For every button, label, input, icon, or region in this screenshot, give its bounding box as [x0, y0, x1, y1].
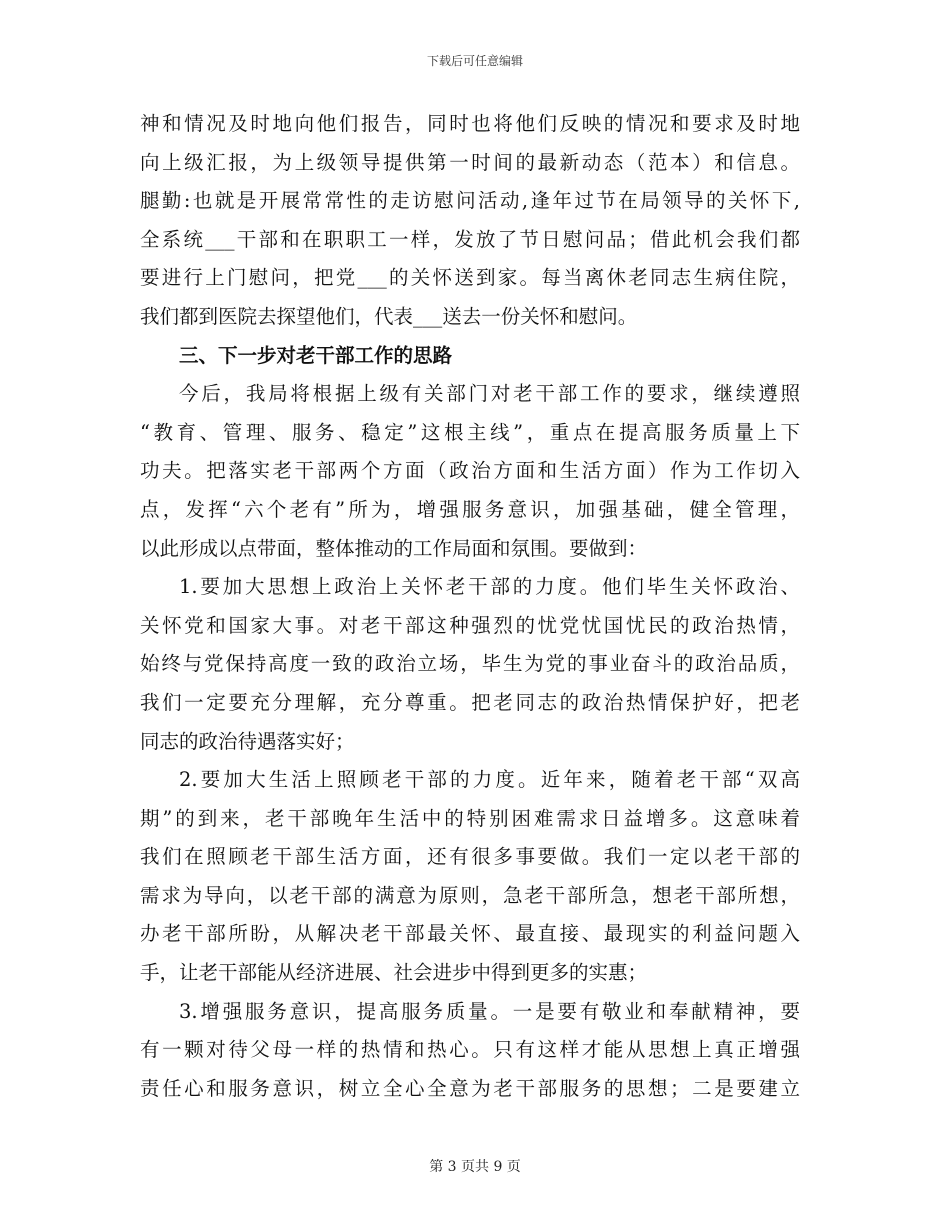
body-line: 责任心和服务意识，树立全心全意为老干部服务的思想；二是要建立 [140, 1076, 800, 1100]
body-line: 腿勤:也就是开展常常性的走访慰问活动,逢年过节在局领导的关怀下, [140, 189, 800, 213]
body-line: 要进行上门慰问，把党___的关怀送到家。每当离休老同志生病住院， [140, 266, 800, 290]
body-line: 有一颗对待父母一样的热情和热心。只有这样才能从思想上真正增强 [140, 1038, 800, 1062]
body-line: 关怀党和国家大事。对老干部这种强烈的忧党忧国忧民的政治热情， [140, 613, 800, 637]
body-line: 今后，我局将根据上级有关部门对老干部工作的要求，继续遵照 [179, 382, 800, 406]
document-body [140, 105, 800, 1108]
list-item-2: 2.要加大生活上照顾老干部的力度。近年来，随着老干部“双高 [179, 768, 800, 792]
body-line: 我们一定要充分理解，充分尊重。把老同志的政治热情保护好，把老 [140, 690, 800, 714]
body-line: 期”的到来，老干部晚年生活中的特别困难需求日益增多。这意味着 [140, 806, 800, 830]
section-heading: 三、下一步对老干部工作的思路 [179, 343, 453, 367]
page-number: 第 3 页共 9 页 [429, 1159, 521, 1175]
body-line: 功夫。把落实老干部两个方面（政治方面和生活方面）作为工作切入 [140, 459, 800, 483]
body-line: 需求为导向，以老干部的满意为原则，急老干部所急，想老干部所想， [140, 883, 800, 907]
body-line: 向上级汇报，为上级领导提供第一时间的最新动态（范本）和信息。 [140, 150, 800, 174]
body-line: 同志的政治待遇落实好； [140, 729, 355, 753]
body-line: 办老干部所盼，从解决老干部最关怀、最直接、最现实的利益问题入 [140, 922, 800, 946]
body-line: 始终与党保持高度一致的政治立场，毕生为党的事业奋斗的政治品质， [140, 652, 800, 676]
list-item-1: 1.要加大思想上政治上关怀老干部的力度。他们毕生关怀政治、 [179, 575, 800, 599]
list-item-3: 3.增强服务意识，提高服务质量。一是要有敬业和奉献精神，要 [179, 999, 800, 1023]
body-line: 我们都到医院去探望他们，代表___送去一份关怀和慰问。 [140, 304, 638, 328]
body-line: 点，发挥“六个老有”所为，增强服务意识，加强基础，健全管理， [140, 497, 800, 521]
body-line: 手，让老干部能从经济进展、社会进步中得到更多的实惠； [140, 961, 648, 985]
body-line: 以此形成以点带面，整体推动的工作局面和氛围。要做到： [140, 536, 648, 560]
body-line: “教育、管理、服务、稳定”这根主线”，重点在提高服务质量上下 [140, 420, 800, 444]
page-header: 下载后可任意编辑 [426, 54, 523, 68]
body-line: 我们在照顾老干部生活方面，还有很多事要做。我们一定以老干部的 [140, 845, 800, 869]
body-line: 全系统___干部和在职职工一样，发放了节日慰问品；借此机会我们都 [140, 227, 800, 251]
body-line: 神和情况及时地向他们报告，同时也将他们反映的情况和要求及时地 [140, 112, 800, 135]
